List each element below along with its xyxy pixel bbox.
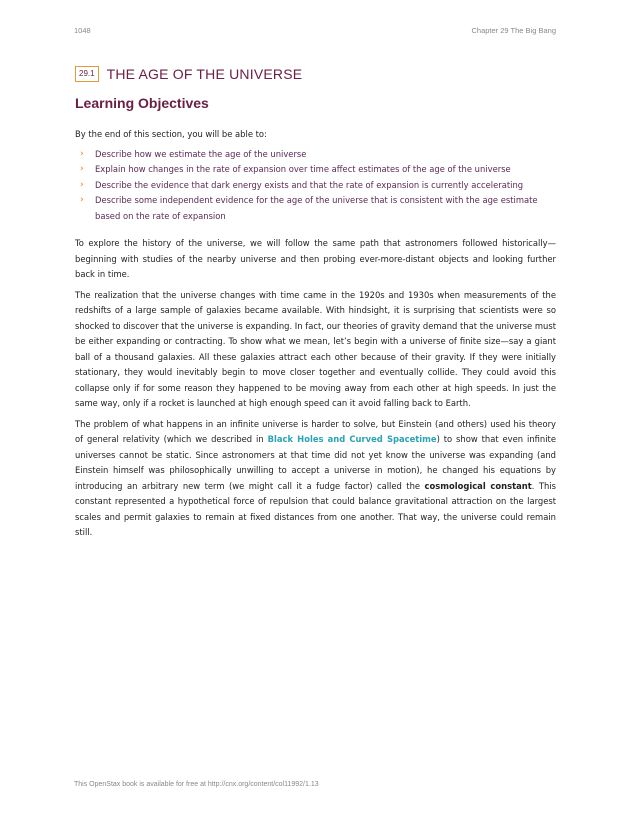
chevron-right-icon: › (80, 164, 84, 174)
page-footer: This OpenStax book is available for free at http://cnx.org/content/col11992/1.13 (74, 781, 319, 788)
page-number: 1048 (74, 26, 91, 35)
body-paragraph: To explore the history of the universe, we will follow the same path that astronomers followed historically—beginning with studies of the nearby universe and then probing ever-more-distant objects and looking further back in time. (75, 238, 556, 279)
objective-text: Describe some independent evidence for the age of the universe that is consistent with the age estimate based on the rate of expansion (95, 195, 538, 221)
learning-objectives-heading: Learning Objectives (75, 95, 209, 111)
list-item (75, 162, 556, 178)
list-item (75, 193, 556, 224)
objective-text: Describe the evidence that dark energy exists and that the rate of expansion is currently accelerating (95, 179, 524, 190)
chapter-title: Chapter 29 The Big Bang (471, 26, 556, 35)
body-text: ) to show that even infinite universes cannot be static. Since astronomers at that time did not yet know the universe was expanding (and Einstein himself was philosophically unwilling to accept a universe in motion), he changed his equations by introducing an arbitrary new term (we might call it a fudge factor) called the (75, 434, 556, 491)
list-item (75, 147, 556, 163)
objectives-list (75, 147, 556, 225)
chevron-right-icon: › (80, 179, 84, 190)
cross-reference-link[interactable]: Black Holes and Curved Spacetime (267, 434, 437, 444)
objective-text: Describe how we estimate the age of the universe (95, 148, 307, 159)
section-number-badge: 29.1 (75, 66, 99, 82)
section-heading (75, 66, 302, 82)
body-paragraph (75, 417, 556, 541)
list-item (75, 178, 556, 194)
page-content (75, 127, 556, 546)
chevron-right-icon: › (80, 195, 84, 205)
body-paragraph: The realization that the universe changes with time came in the 1920s and 1930s when measurements of the redshifts of a large sample of galaxies became available. With hindsight, it is surprising that scientists were so shocked to discover that the universe is expanding. In fact, our theories of gravity demand that the universe must be either expanding or contracting. To show what we mean, let’s begin with a universe of finite size—say a giant ball of a thousand galaxies. All these galaxies attract each other because of their gravity. If they were initially stationary, they would inevitably begin to move closer together and eventually collide. They could avoid this collapse only if for some reason they happened to be moving away from each other at high speeds. In just the same way, only if a rocket is launched at high enough speed can it avoid falling back to Earth. (75, 289, 556, 408)
chevron-right-icon: › (80, 148, 84, 159)
body-text: The problem of what happens in an infinite universe is harder to solve, but Einstein (and others) used his theory of general relativity (which we described in (75, 418, 556, 444)
key-term: cosmological constant (424, 480, 532, 491)
running-head (74, 26, 556, 38)
section-title: THE AGE OF THE UNIVERSE (106, 66, 303, 82)
objectives-lead: By the end of this section, you will be able to: (75, 129, 267, 139)
objective-text: Explain how changes in the rate of expansion over time affect estimates of the age of the universe (95, 164, 511, 174)
body-text: . This constant represented a hypothetical force of repulsion that could balance gravitational attraction on the largest scales and permit galaxies to remain at fixed distances from one another. That way, the universe could remain still. (75, 480, 556, 537)
